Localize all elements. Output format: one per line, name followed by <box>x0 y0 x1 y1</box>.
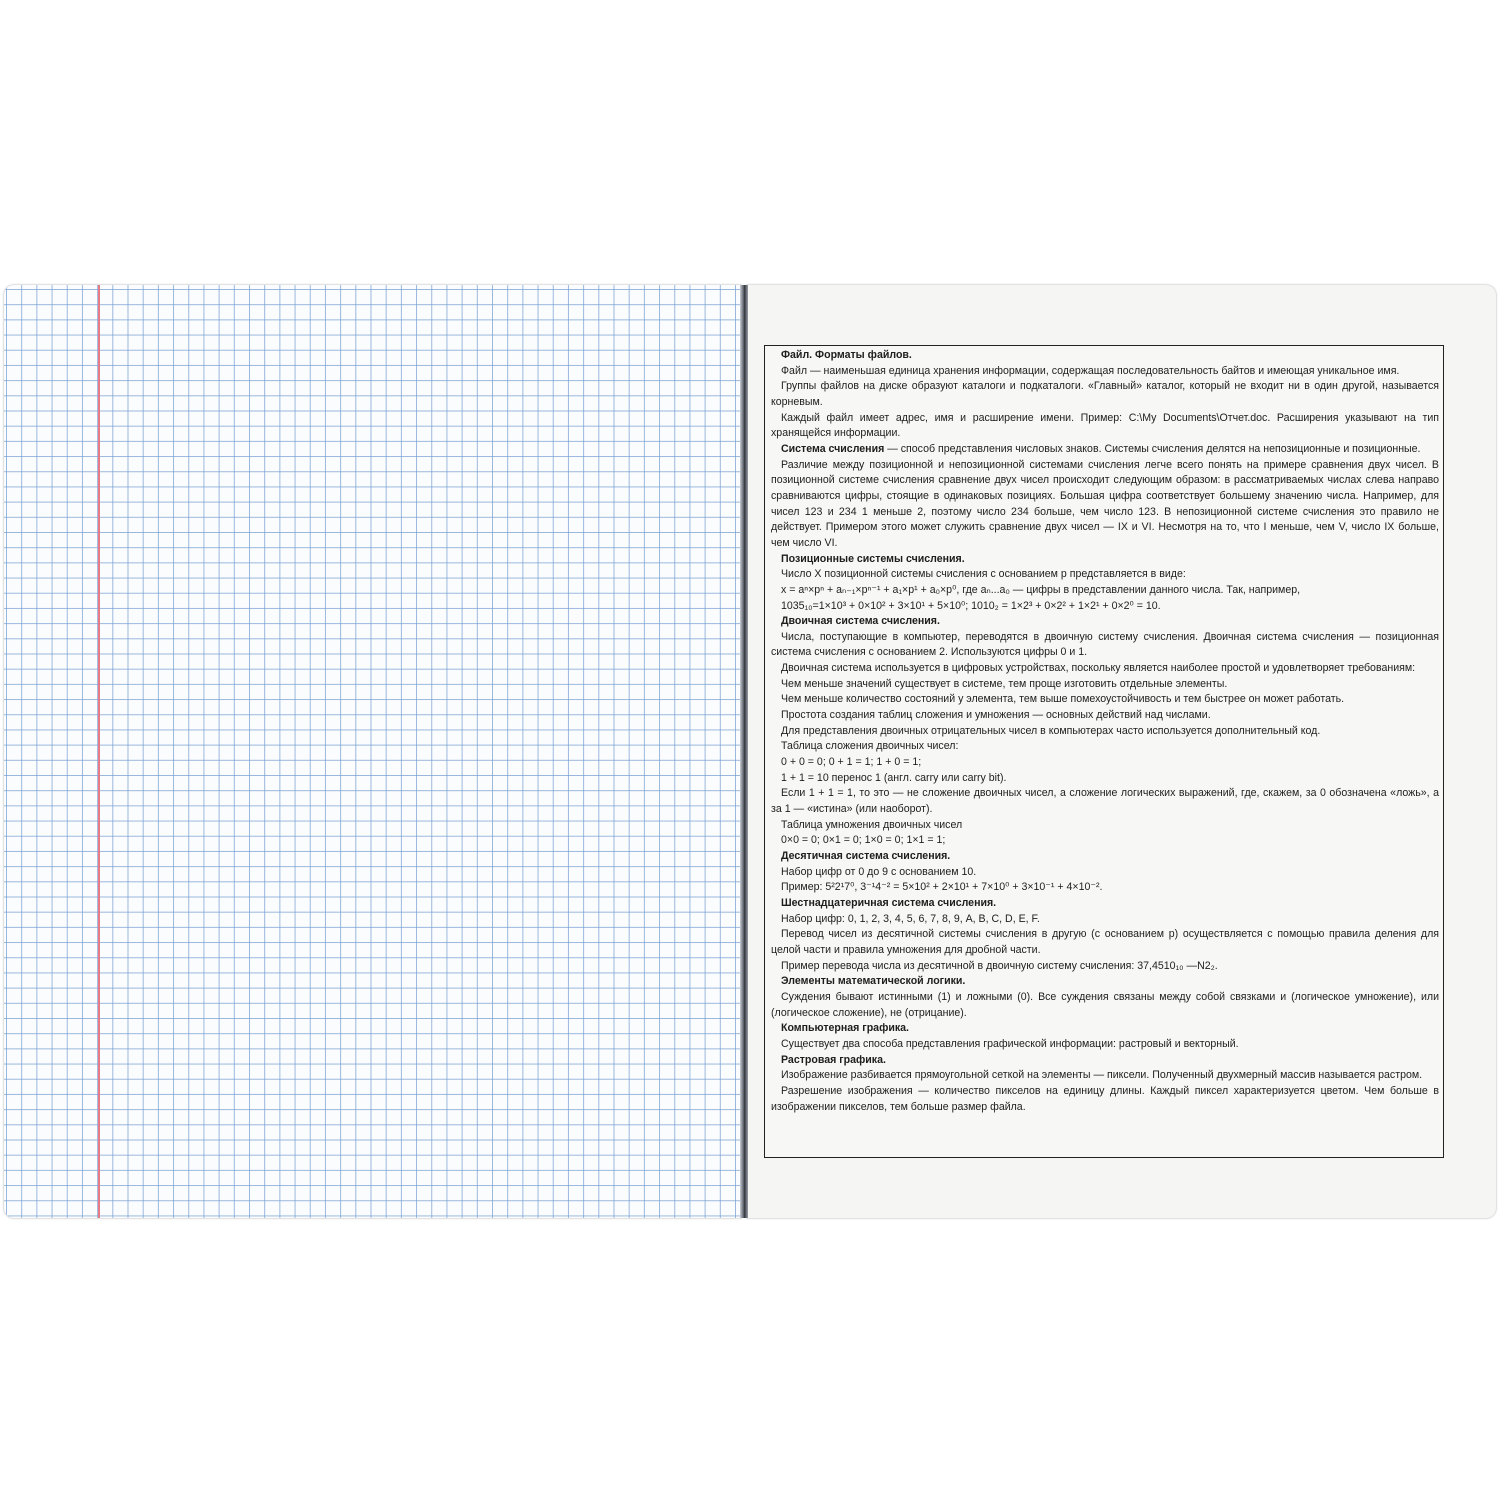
paragraph: Набор цифр от 0 до 9 с основанием 10. <box>781 865 977 878</box>
paragraph: Изображение разбивается прямоугольной сеткой на элементы — пиксели. Полученный двухмерный массив называется растром. <box>781 1069 1423 1082</box>
reference-page-right <box>746 285 1496 1218</box>
grid-page-left <box>4 285 742 1218</box>
heading-hex: Шестнадцатеричная система счисления. <box>781 896 997 909</box>
paragraph: Двоичная система используется в цифровых устройствах, поскольку является наиболее простой и удовлетворяет требованиям: <box>781 662 1416 675</box>
paragraph: Суждения бывают истинными (1) и ложными (0). Все суждения связаны между собой связками и (логическое умножение), или (логическое сложение), не (отрицание). <box>771 990 1442 1019</box>
reference-text-box <box>764 345 1444 1158</box>
open-notebook <box>4 285 1496 1218</box>
paragraph: Если 1 + 1 = 1, то это — не сложение двоичных чисел, а сложение логических выражений, где, скажем, за 0 обозначена «ложь», а за 1 — «истина» (или наоборот). <box>771 787 1442 816</box>
heading-logic: Элементы математической логики. <box>781 975 966 988</box>
paragraph: Разрешение изображения — количество пикселов на единицу длины. Каждый пиксел характеризуется цветом. Чем больше в изображении пикселов, тем больше размер файла. <box>771 1084 1442 1113</box>
formula-line: 0 + 0 = 0; 0 + 1 = 1; 1 + 0 = 1; <box>781 756 922 769</box>
margin-line <box>98 285 100 1218</box>
paragraph: Файл — наименьшая единица хранения информации, содержащая последовательность байтов и имеющая уникальное имя. <box>781 364 1400 377</box>
heading-graphics: Компьютерная графика. <box>781 1022 909 1035</box>
heading-raster: Растровая графика. <box>781 1053 886 1066</box>
paragraph: Для представления двоичных отрицательных чисел в компьютерах часто используется дополнительный код. <box>781 724 1321 737</box>
paragraph: Чем меньше количество состояний у элемента, тем выше помехоустойчивость и тем быстрее он может работать. <box>781 693 1345 706</box>
definition-number-system: — способ представления числовых знаков. Системы счисления делятся на непозиционные и позиционные. <box>884 442 1421 455</box>
paragraph: Перевод чисел из десятичной системы счисления в другую (с основанием p) осуществляется с помощью правила деления для целой части и правила умножения для дробной части. <box>771 928 1442 956</box>
paragraph: Таблица сложения двоичных чисел: <box>781 740 959 753</box>
paragraph: Набор цифр: 0, 1, 2, 3, 4, 5, 6, 7, 8, 9, A, B, C, D, E, F. <box>781 912 1040 925</box>
heading-positional: Позиционные системы счисления. <box>781 552 965 565</box>
formula-line: 1 + 1 = 10 перенос 1 (англ. carry или carry bit). <box>781 771 1007 784</box>
formula-line: 1035₁₀=1×10³ + 0×10² + 3×10¹ + 5×10⁰; 1010₂ = 1×2³ + 0×2² + 1×2¹ + 0×2⁰ = 10. <box>781 599 1161 612</box>
paragraph: Пример перевода числа из десятичной в двоичную систему счисления: 37,4510₁₀ —N2₂. <box>781 959 1218 972</box>
paragraph: Каждый файл имеет адрес, имя и расширение имени. Пример: C:\My Documents\Отчет.doc. Расширения указывают на тип хранящейся информации. <box>771 411 1442 440</box>
paragraph: Группы файлов на диске образуют каталоги и подкаталоги. «Главный» каталог, который не входит ни в один другой, называется корневым. <box>771 380 1442 408</box>
paragraph: Таблица умножения двоичных чисел <box>781 818 963 831</box>
heading-files: Файл. Форматы файлов. <box>781 349 912 361</box>
paragraph: Существует два способа представления графической информации: растровый и векторный. <box>781 1037 1239 1050</box>
paragraph-number-system <box>771 442 1439 458</box>
term-number-system: Система счисления <box>781 442 885 455</box>
paragraph: Простота создания таблиц сложения и умножения — основных действий над числами. <box>781 709 1211 722</box>
heading-decimal: Десятичная система счисления. <box>781 850 951 862</box>
paragraph: Числа, поступающие в компьютер, переводятся в двоичную систему счисления. Двоичная система счисления — позиционная система счисления с основанием 2. Используются цифры 0 и 1. <box>771 630 1442 659</box>
paragraph: Число X позиционной системы счисления с основанием p представляется в виде: <box>781 568 1186 581</box>
formula-line: 0×0 = 0; 0×1 = 0; 1×0 = 0; 1×1 = 1; <box>781 834 946 847</box>
notebook-spine <box>740 285 748 1218</box>
heading-binary: Двоичная система счисления. <box>781 615 940 628</box>
paragraph: Чем меньше значений существует в системе, тем проще изготовить отдельные элементы. <box>781 677 1228 690</box>
formula-line: Пример: 5²2¹7⁰, 3⁻¹4⁻² = 5×10² + 2×10¹ + 7×10⁰ + 3×10⁻¹ + 4×10⁻². <box>781 881 1103 894</box>
formula-line: x = aⁿ×pⁿ + aₙ₋₁×pⁿ⁻¹ + a₁×p¹ + a₀×p⁰, где aₙ...a₀ — цифры в представлении данного числа. Так, например, <box>781 583 1301 596</box>
paragraph: Различие между позиционной и непозиционной системами счисления легче всего понять на примере сравнения двух чисел. В позиционной системе счисления сравнение двух чисел происходит следующим образом: в рассматриваемых числах слева направо сравниваются цифры, стоящие в одинаковых позициях. Большая цифра соответствует большему значению числа. Например, для чисел 123 и 234 1 меньше 2, поэтому число 234 больше, чем число 123. В непозиционной системе счисления это правило не действует. Примером этого может служить сравнение двух чисел — IX и VI. Несмотря на то, что I меньше, чем V, число IX больше, чем число VI. <box>771 458 1442 549</box>
